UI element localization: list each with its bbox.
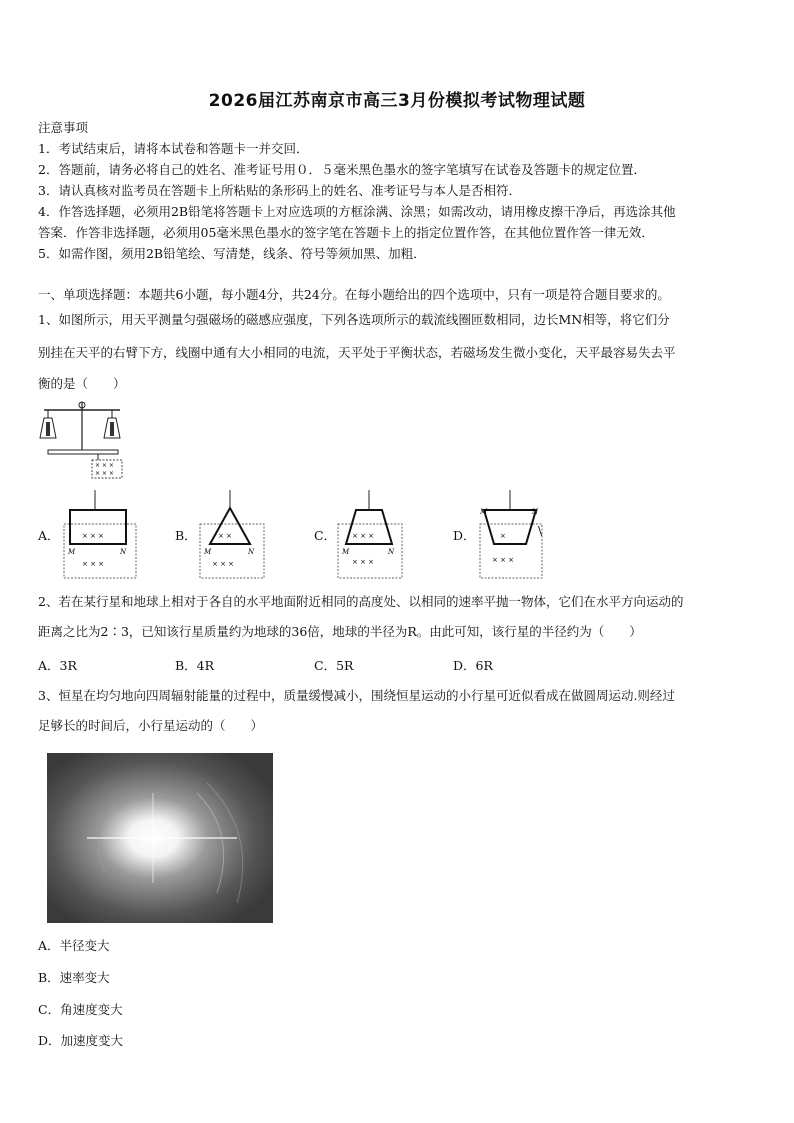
svg-text:N: N — [120, 548, 127, 556]
svg-text:× ×: × × — [218, 532, 232, 540]
question-1-line: 别挂在天平的右臂下方，线圈中通有大小相同的电流，天平处于平衡状态，若磁场发生微小变化，天平最容易失去平 — [38, 345, 676, 360]
question-3-line: 足够长的时间后，小行星运动的（ ） — [38, 718, 264, 733]
option-d: D．6R — [453, 658, 493, 673]
notice-item: 答案．作答非选择题，必须用05毫米黑色墨水的签字笔在答题卡上的指定位置作答，在其他位置作答一律无效． — [38, 225, 654, 240]
svg-text:N: N — [248, 548, 255, 556]
page-title: 2026届江苏南京市高三3月份模拟考试物理试题 — [208, 91, 586, 111]
option-c: C．角速度变大 — [38, 1002, 123, 1017]
notice-item: 1．考试结束后，请将本试卷和答题卡一并交回． — [38, 141, 309, 156]
notice-item: 3．请认真核对监考员在答题卡上所粘贴的条形码上的姓名、准考证号与本人是否相符． — [38, 183, 521, 198]
option-d: D．加速度变大 — [38, 1033, 124, 1048]
option-c: C．5R — [314, 658, 354, 673]
svg-text:× × ×: × × × — [82, 532, 105, 540]
coil-figure-c — [336, 490, 406, 580]
balance-figure — [34, 400, 134, 480]
svg-text:× × ×: × × × — [82, 560, 105, 568]
svg-text:× × ×: × × × — [95, 470, 114, 477]
option-a: A．3R — [38, 658, 77, 673]
option-b: B．4R — [175, 658, 215, 673]
option-a: A．半径变大 — [38, 938, 110, 953]
svg-text:× × ×: × × × — [212, 560, 235, 568]
question-1-line: 衡的是（ ） — [38, 376, 126, 391]
question-1-line: 1、如图所示，用天平测量匀强磁场的磁感应强度，下列各选项所示的载流线圈匝数相同，边长MN相等，将它们分 — [38, 312, 670, 327]
svg-text:M: M — [480, 508, 488, 516]
svg-text:×: × — [500, 532, 506, 540]
option-d-label: D． — [453, 528, 476, 543]
notice-item: 4．作答选择题，必须用2B铅笔将答题卡上对应选项的方框涂满、涂黑；如需改动，请用橡皮擦干净后，再选涂其他 — [38, 204, 676, 219]
svg-text:× × ×: × × × — [352, 532, 375, 540]
option-c-label: C． — [314, 528, 337, 543]
svg-text:× × ×: × × × — [95, 462, 114, 469]
question-3-line: 3、恒星在均匀地向四周辐射能量的过程中，质量缓慢减小，围绕恒星运动的小行星可近似看成在做圆周运动.则经过 — [38, 688, 675, 703]
svg-text:× × ×: × × × — [352, 558, 375, 566]
notice-heading: 注意事项 — [38, 120, 89, 135]
svg-text:N: N — [388, 548, 395, 556]
notice-item: 2．答题前，请务必将自己的姓名、准考证号用０．５毫米黑色墨水的签字笔填写在试卷及答题卡的规定位置． — [38, 162, 646, 177]
svg-text:N: N — [532, 508, 539, 516]
coil-figure-a — [60, 490, 140, 580]
option-b-label: B． — [175, 528, 197, 543]
svg-text:× × ×: × × × — [492, 556, 515, 564]
notice-item: 5．如需作图，须用2B铅笔绘、写清楚，线条、符号等须加黑、加粗． — [38, 246, 426, 261]
svg-text:M: M — [342, 548, 350, 556]
question-2-line: 2、若在某行星和地球上相对于各自的水平地面附近相同的高度处、以相同的速率平抛一物体，它们在水平方向运动的 — [38, 594, 684, 609]
question-2-line: 距离之比为2∶3，已知该行星质量约为地球的36倍，地球的半径为R。由此可知，该行星的半径约为（ ） — [38, 624, 642, 639]
svg-text:M: M — [204, 548, 212, 556]
option-a-label: A． — [38, 528, 60, 543]
margin-mark: \ — [538, 524, 543, 538]
option-b: B．速率变大 — [38, 970, 110, 985]
coil-figure-b — [198, 490, 268, 580]
svg-text:M: M — [68, 548, 76, 556]
section-heading: 一、单项选择题：本题共6小题，每小题4分，共24分。在每小题给出的四个选项中，只有一项是符合题目要求的。 — [38, 287, 670, 302]
star-photo — [47, 753, 273, 923]
